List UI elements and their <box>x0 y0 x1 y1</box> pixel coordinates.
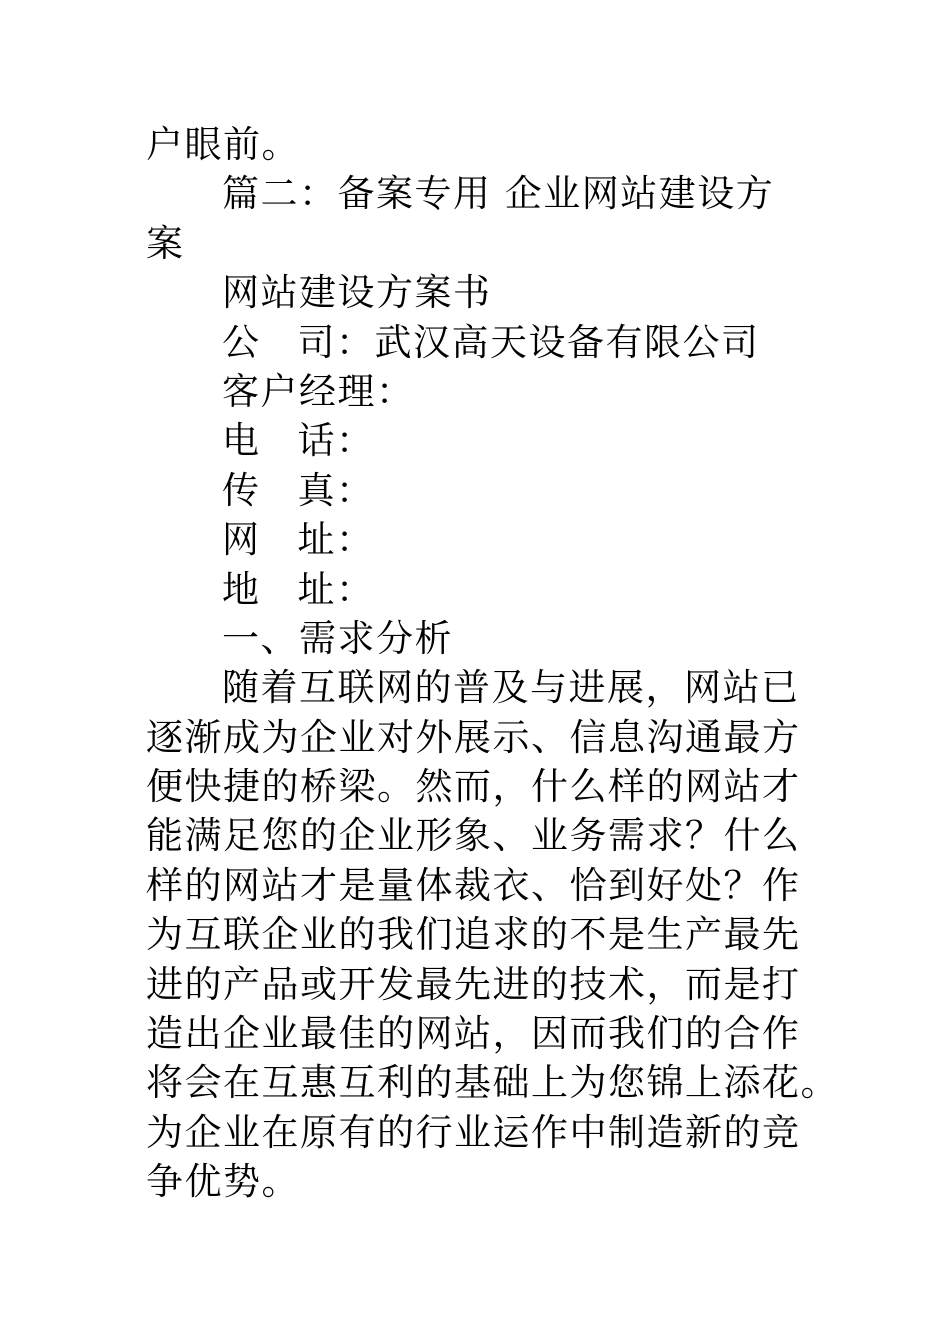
paragraph-line: 便快捷的桥梁。然而，什么样的网站才 <box>146 765 801 809</box>
field-label: 真： <box>297 468 375 512</box>
paragraph-line: 进的产品或开发最先进的技术，而是打 <box>146 962 801 1006</box>
field-label: 网 <box>222 518 261 562</box>
paragraph-line: 随着互联网的普及与进展，网站已 <box>222 666 800 710</box>
paragraph-line: 样的网站才是量体裁衣、恰到好处？作 <box>146 863 801 907</box>
paragraph-line: 将会在互惠互利的基础上为您锦上添花。 <box>146 1061 839 1105</box>
document-title: 网站建设方案书 <box>222 271 492 315</box>
paragraph-line: 为企业在原有的行业运作中制造新的竞 <box>146 1110 801 1154</box>
field-label: 话： <box>297 419 375 463</box>
account-manager-field <box>146 367 836 416</box>
continued-text-line: 户眼前。 <box>146 123 300 166</box>
field-label: 客户经理： <box>222 369 415 413</box>
section-heading-line: 篇二：备案专用 企业网站建设方 <box>222 172 775 216</box>
company-name: 武汉高天设备有限公司 <box>374 320 760 364</box>
website-field <box>146 515 836 564</box>
phone-field <box>146 416 836 465</box>
field-label: 公 <box>222 320 261 364</box>
paragraph-line: 逐渐成为企业对外展示、信息沟通最方 <box>146 715 801 759</box>
paragraph-line: 争优势。 <box>146 1160 300 1204</box>
address-field <box>146 565 836 614</box>
field-label: 电 <box>222 419 261 463</box>
company-field <box>146 318 836 367</box>
document-body <box>146 120 839 1207</box>
paragraph-line: 为互联企业的我们追求的不是生产最先 <box>146 913 801 957</box>
field-label: 址： <box>297 518 375 562</box>
field-label: 传 <box>222 468 261 512</box>
section-one-heading: 一、需求分析 <box>222 616 453 660</box>
paragraph-line: 能满足您的企业形象、业务需求？什么 <box>146 814 801 858</box>
fax-field <box>146 466 836 515</box>
paragraph-line: 造出企业最佳的网站，因而我们的合作 <box>146 1012 801 1056</box>
section-heading-line: 案 <box>146 221 185 265</box>
field-label: 址： <box>297 567 375 611</box>
field-label: 司： <box>297 320 375 364</box>
field-label: 地 <box>222 567 261 611</box>
